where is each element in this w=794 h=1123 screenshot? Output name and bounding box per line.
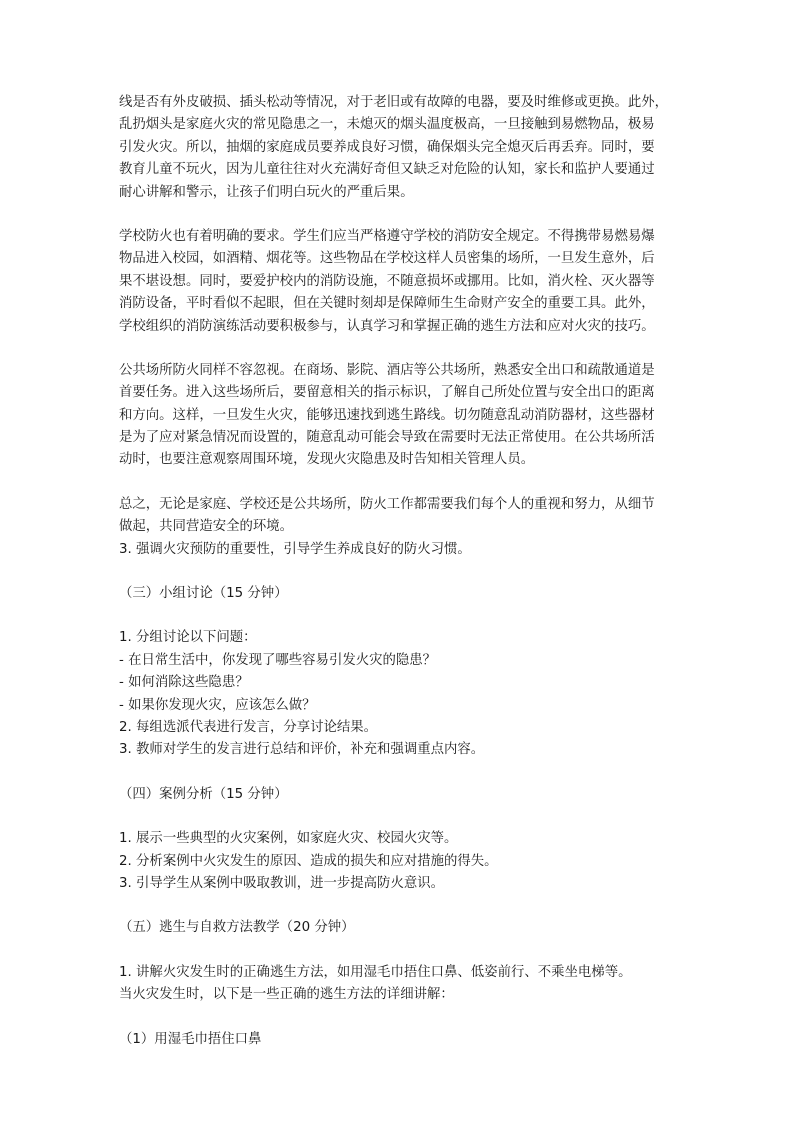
section-escape-methods-list	[119, 962, 681, 1007]
text-line: 学校组织的消防演练活动要积极参与，认真学习和掌握正确的逃生方法和应对火灾的技巧。	[119, 318, 655, 334]
text-line: 耐心讲解和警示，让孩子们明白玩火的严重后果。	[119, 184, 414, 200]
text-line: 首要任务。进入这些场所后，要留意相关的指示标识，了解自己所处位置与安全出口的距离	[119, 385, 655, 401]
spacer	[119, 762, 681, 784]
list-item: - 如果你发现火灾，应该怎么做？	[119, 697, 316, 713]
text-line: 总之，无论是家庭、学校还是公共场所，防火工作都需要我们每个人的重视和努力，从细节	[119, 496, 655, 512]
list-item: 1. 分组讨论以下问题：	[119, 630, 257, 646]
document-page	[119, 92, 681, 1051]
list-item: - 如何消除这些隐患？	[119, 675, 249, 691]
spacer	[119, 204, 681, 226]
text-line: 消防设备，平时看似不起眼，但在关键时刻却是保障师生生命财产安全的重要工具。此外，	[119, 296, 655, 312]
paragraph-school-fire	[119, 226, 681, 338]
list-item: 3. 强调火灾预防的重要性，引导学生养成良好的防火习惯。	[119, 541, 471, 557]
text-line: 当火灾发生时，以下是一些正确的逃生方法的详细讲解：	[119, 987, 454, 1003]
text-line: 线是否有外皮破损、插头松动等情况，对于老旧或有故障的电器，要及时维修或更换。此外，	[119, 95, 669, 110]
section-heading-group-discussion: （三）小组讨论（15 分钟）	[119, 586, 288, 602]
text-line: 公共场所防火同样不容忽视。在商场、影院、酒店等公共场所，熟悉安全出口和疏散通道是	[119, 362, 655, 378]
text-line: 乱扔烟头是家庭火灾的常见隐患之一，未熄灭的烟头温度极高，一旦接触到易燃物品，极易	[119, 117, 655, 133]
list-item: 2. 分析案例中火灾发生的原因、造成的损失和应对措施的得失。	[119, 853, 498, 869]
paragraph-summary	[119, 494, 681, 561]
spacer	[119, 472, 681, 494]
list-item: 3. 引导学生从案例中吸取教训，进一步提高防火意识。	[119, 875, 445, 891]
spacer	[119, 1007, 681, 1029]
spacer	[119, 338, 681, 360]
text-line: 物品进入校园，如酒精、烟花等。这些物品在学校这样人员密集的场所，一旦发生意外，后	[119, 251, 655, 267]
section-group-discussion-list	[119, 627, 681, 761]
text-line: 动时，也要注意观察周围环境，发现火灾隐患及时告知相关管理人员。	[119, 452, 535, 468]
spacer	[119, 895, 681, 917]
text-line: 学校防火也有着明确的要求。学生们应当严格遵守学校的消防安全规定。不得携带易燃易爆	[119, 228, 655, 244]
section-heading-escape-methods: （五）逃生与自救方法教学（20 分钟）	[119, 920, 355, 936]
spacer	[119, 940, 681, 962]
paragraph-home-fire	[119, 92, 681, 204]
section-heading-case-analysis: （四）案例分析（15 分钟）	[119, 786, 288, 802]
list-item: - 在日常生活中，你发现了哪些容易引发火灾的隐患？	[119, 652, 437, 668]
subsection-heading-wet-towel: （1）用湿毛巾捂住口鼻	[119, 1031, 262, 1047]
list-item: 1. 讲解火灾发生时的正确逃生方法，如用湿毛巾捂住口鼻、低姿前行、不乘坐电梯等。	[119, 964, 632, 980]
text-line: 引发火灾。所以，抽烟的家庭成员要养成良好习惯，确保烟头完全熄灭后再丢弃。同时，要	[119, 139, 655, 155]
section-case-analysis-list	[119, 828, 681, 895]
text-line: 教育儿童不玩火，因为儿童往往对火充满好奇但又缺乏对危险的认知，家长和监护人要通过	[119, 162, 655, 178]
spacer	[119, 561, 681, 583]
text-line: 是为了应对紧急情况而设置的，随意乱动可能会导致在需要时无法正常使用。在公共场所活	[119, 430, 655, 446]
text-line: 果不堪设想。同时，要爱护校内的消防设施，不随意损坏或挪用。比如，消火栓、灭火器等	[119, 273, 655, 289]
paragraph-public-fire	[119, 360, 681, 472]
spacer	[119, 605, 681, 627]
text-line: 做起，共同营造安全的环境。	[119, 519, 294, 535]
text-line: 和方向。这样，一旦发生火灾，能够迅速找到逃生路线。切勿随意乱动消防器材，这些器材	[119, 407, 655, 423]
spacer	[119, 806, 681, 828]
list-item: 1. 展示一些典型的火灾案例，如家庭火灾、校园火灾等。	[119, 831, 458, 847]
list-item: 2. 每组选派代表进行发言，分享讨论结果。	[119, 719, 378, 735]
list-item: 3. 教师对学生的发言进行总结和评价，补充和强调重点内容。	[119, 742, 485, 758]
